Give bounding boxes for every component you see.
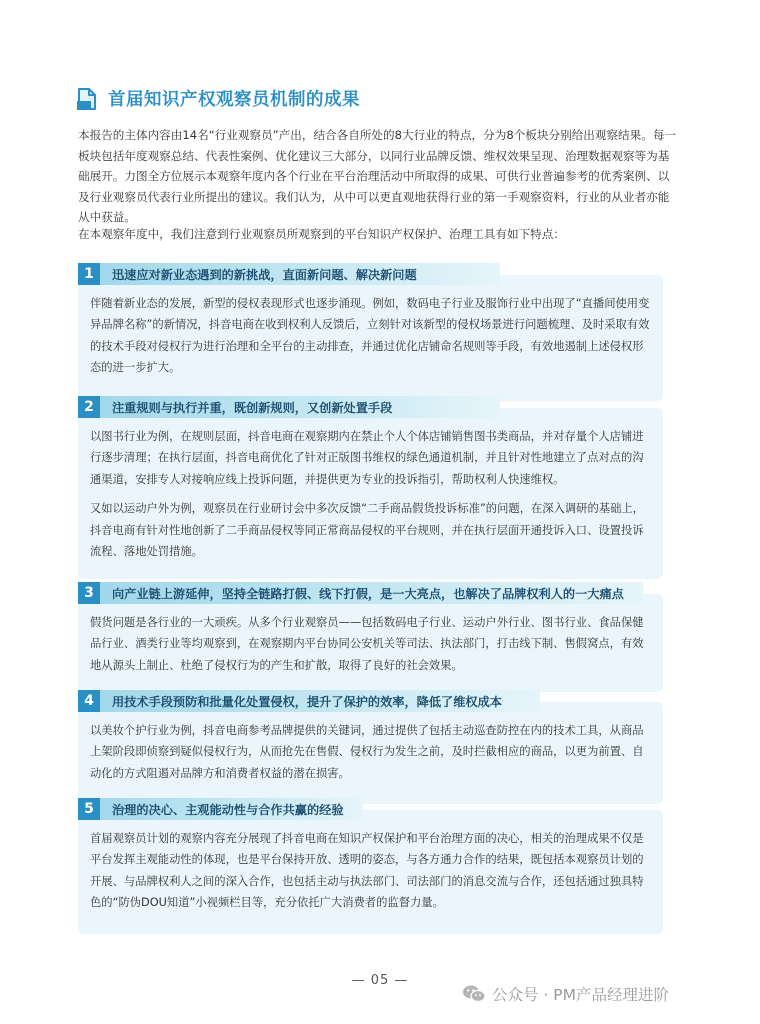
section-heading-text: 治理的决心、主观能动性与合作共赢的经验 <box>112 802 344 817</box>
page-number: — 05 — <box>351 973 409 988</box>
watermark <box>462 983 669 1005</box>
section-body <box>78 275 663 401</box>
section-number-badge: 1 <box>78 263 100 285</box>
section-number-badge: 4 <box>78 690 100 712</box>
section-heading <box>78 798 363 820</box>
intro-paragraph: 本报告的主体内容由14名“行业观察员”产出，结合各自所处的8大行业的特点，分为8个板块分别给出观察结果。每一板块包括年度观察总结、代表性案例、优化建议三大部分，以同行业品牌反馈、维权效果呈现、治理数据观察等为基础展开。力图全方位展示本观察年度内各个行业在平台治理活动中所取得的成果、可供行业普遍参考的优秀案例、以及行业观察员代表行业所提出的建议。我们认为，从中可以更直观地获得行业的第一手观察资料，行业的从业者亦能从中获益。 <box>78 128 677 224</box>
page-title-text: 首届知识产权观察员机制的成果 <box>108 90 360 110</box>
section-heading <box>78 263 500 285</box>
section-body <box>78 594 663 692</box>
section-body <box>78 702 663 804</box>
section-heading <box>78 396 500 418</box>
section-number-badge: 3 <box>78 582 100 604</box>
section-heading <box>78 582 643 604</box>
section-paragraph: 又如以运动户外为例，观察员在行业研讨会中多次反馈“二手商品假货投诉标准”的问题，在深入调研的基础上，抖音电商有针对性地创新了二手商品侵权等同正常商品侵权的平台规则，并在执行层面开通投诉入口、设置投诉流程、落地处罚措施。 <box>90 502 644 559</box>
section-paragraph: 以美妆个护行业为例，抖音电商参考品牌提供的关键词，通过提供了包括主动巡查防控在内的技术工具，从商品上架阶段即侦察到疑似侵权行为，从而抢先在售假、侵权行为发生之前，及时拦截相应的商品，以更为前置、自动化的方式阻遏对品牌方和消费者权益的潜在损害。 <box>90 724 644 780</box>
section-paragraph: 以图书行业为例，在规则层面，抖音电商在观察期内在禁止个人个体店铺销售图书类商品，并对存量个人店铺进行逐步清理；在执行层面，抖音电商优化了针对正版图书维权的绿色通道机制，并且针对性地建立了点对点的沟通渠道，安排专人对接响应线上投诉问题，并提供更为专业的投诉指引，帮助权利人快速维权。 <box>90 430 644 486</box>
section-heading-text: 迅速应对新业态遇到的新挑战，直面新问题、解决新问题 <box>112 267 417 282</box>
section-number-badge: 5 <box>78 798 100 820</box>
wechat-icon <box>462 984 486 1004</box>
section-heading-text: 向产业链上游延伸，坚持全链路打假、线下打假，是一大亮点，也解决了品牌权利人的一大痛点 <box>112 586 624 601</box>
intro-paragraph: 在本观察年度中，我们注意到行业观察员所观察到的平台知识产权保护、治理工具有如下特点： <box>78 227 565 241</box>
section-paragraph: 假货问题是各行业的一大顽疾。从多个行业观察员——包括数码电子行业、运动户外行业、图书行业、食品保健品行业、酒类行业等均观察到，在观察期内平台协同公安机关等司法、执法部门，打击线下制、售假窝点，有效地从源头上制止、杜绝了侵权行为的产生和扩散，取得了良好的社会效果。 <box>90 616 644 672</box>
watermark-text: 公众号 · PM产品经理进阶 <box>492 986 670 1004</box>
section-heading-text: 用技术手段预防和批量化处置侵权，提升了保护的效率，降低了维权成本 <box>112 694 502 709</box>
section-body <box>78 408 663 579</box>
section-number-badge: 2 <box>78 396 100 418</box>
section-heading <box>78 690 540 712</box>
section-paragraph: 伴随着新业态的发展，新型的侵权表现形式也逐步涌现。例如，数码电子行业及服饰行业中出现了“直播间使用变异品牌名称”的新情况，抖音电商在收到权利人反馈后，立刻针对该新型的侵权场景进行问题梳理、及时采取有效的技术手段对侵权行为进行治理和全平台的主动排查，并通过优化店铺命名规则等手段，有效地遏制上述侵权形态的进一步扩大。 <box>90 297 650 375</box>
page-title <box>76 86 360 111</box>
section-paragraph: 首届观察员计划的观察内容充分展现了抖音电商在知识产权保护和平台治理方面的决心，相关的治理成果不仅是平台发挥主观能动性的体现，也是平台保持开放、透明的姿态，与各方通力合作的结果，既包括本观察员计划的开展、与品牌权利人之间的深入合作，也包括主动与执法部门、司法部门的消息交流与合作，还包括通过独具特色的“防伪DOU知道”小视频栏目等，充分依托广大消费者的监督力量。 <box>90 832 644 910</box>
document-icon <box>76 87 98 111</box>
section-body <box>78 810 663 934</box>
section-heading-text: 注重规则与执行并重，既创新规则，又创新处置手段 <box>112 400 393 415</box>
